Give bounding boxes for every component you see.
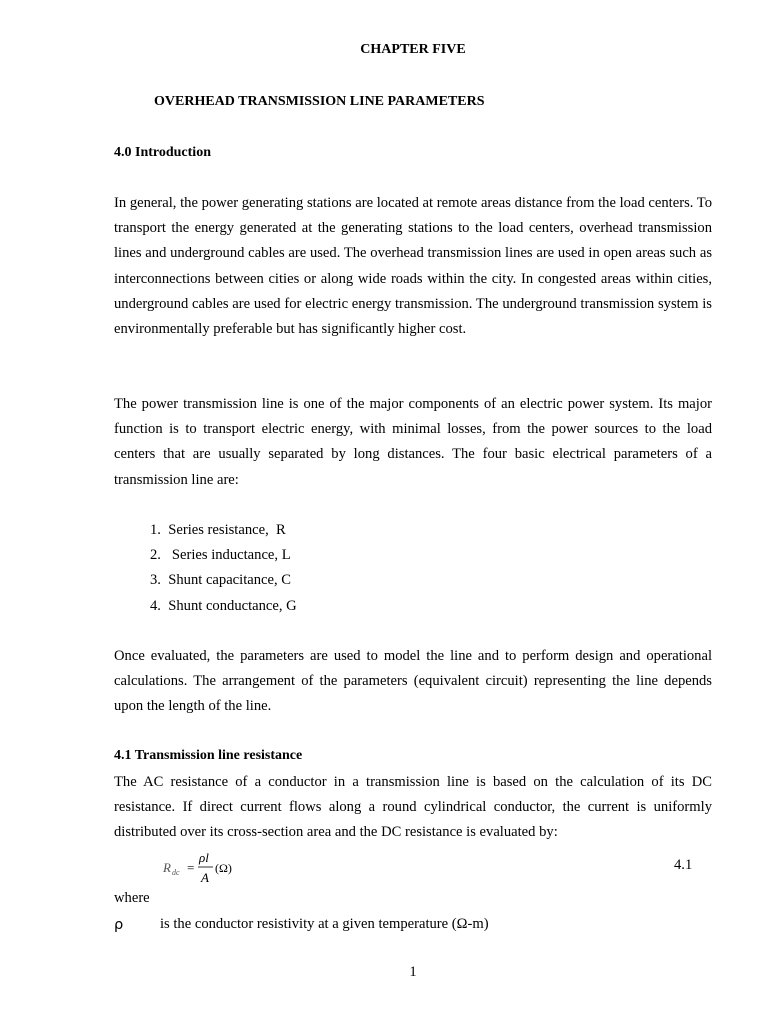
chapter-title: OVERHEAD TRANSMISSION LINE PARAMETERS [154,94,485,109]
eq-lhs: R [163,860,171,875]
intro-paragraph-1: In general, the power generating stations are located at remote areas distance from the load centers. To transport the energy generated at the generating stations to the load centers, overhead transmission lines and underground cables are used. The overhead transmission lines are used in open areas such as interconnections between cities or along wide roads within the city. In congested areas within cities, underground cables are used for electric energy transmission. The underground transmission system is environmentally preferable but has significantly higher cost. [114,195,712,338]
page-number: 1 [409,964,417,980]
chapter-heading: CHAPTER FIVE [360,42,466,57]
equation-number: 4.1 [674,857,693,873]
list-item: 4. Shunt conductance, G [150,597,297,614]
eq-unit: (Ω) [215,861,232,875]
equation-dc-resistance [160,849,260,889]
intro-paragraph-2: The power transmission line is one of the major components of an electric power system. Its major function is to transport electric energy, with minimal losses, from the power sources to the load centers that are usually separated by long distances. The four basic electrical parameters of a transmission line are: [114,396,712,488]
list-item: 3. Shunt capacitance, C [150,572,292,589]
rho-symbol: ρ [114,916,124,933]
rho-definition: is the conductor resistivity at a given temperature (Ω-m) [160,916,489,932]
section-heading-introduction: 4.0 Introduction [114,145,211,160]
eq-denominator: A [201,870,209,885]
section-heading-resistance: 4.1 Transmission line resistance [114,748,303,763]
eq-numerator: ρl [199,850,209,865]
eq-lhs-subscript: dc [172,868,180,877]
parameter-list [150,518,297,619]
eq-equals: = [187,860,195,875]
resistance-paragraph-1: The AC resistance of a conductor in a transmission line is based on the calculation of its DC resistance. If direct current flows along a round cylindrical conductor, the current is uniformly distributed over its cross-section area and the DC resistance is evaluated by: [114,774,712,841]
list-item: 2. Series inductance, L [150,547,291,564]
intro-paragraph-3: Once evaluated, the parameters are used to model the line and to perform design and operational calculations. The arrangement of the parameters (equivalent circuit) representing the line depends upon the length of the line. [114,648,712,715]
where-label: where [114,890,150,906]
list-item: 1. Series resistance, R [150,522,286,538]
